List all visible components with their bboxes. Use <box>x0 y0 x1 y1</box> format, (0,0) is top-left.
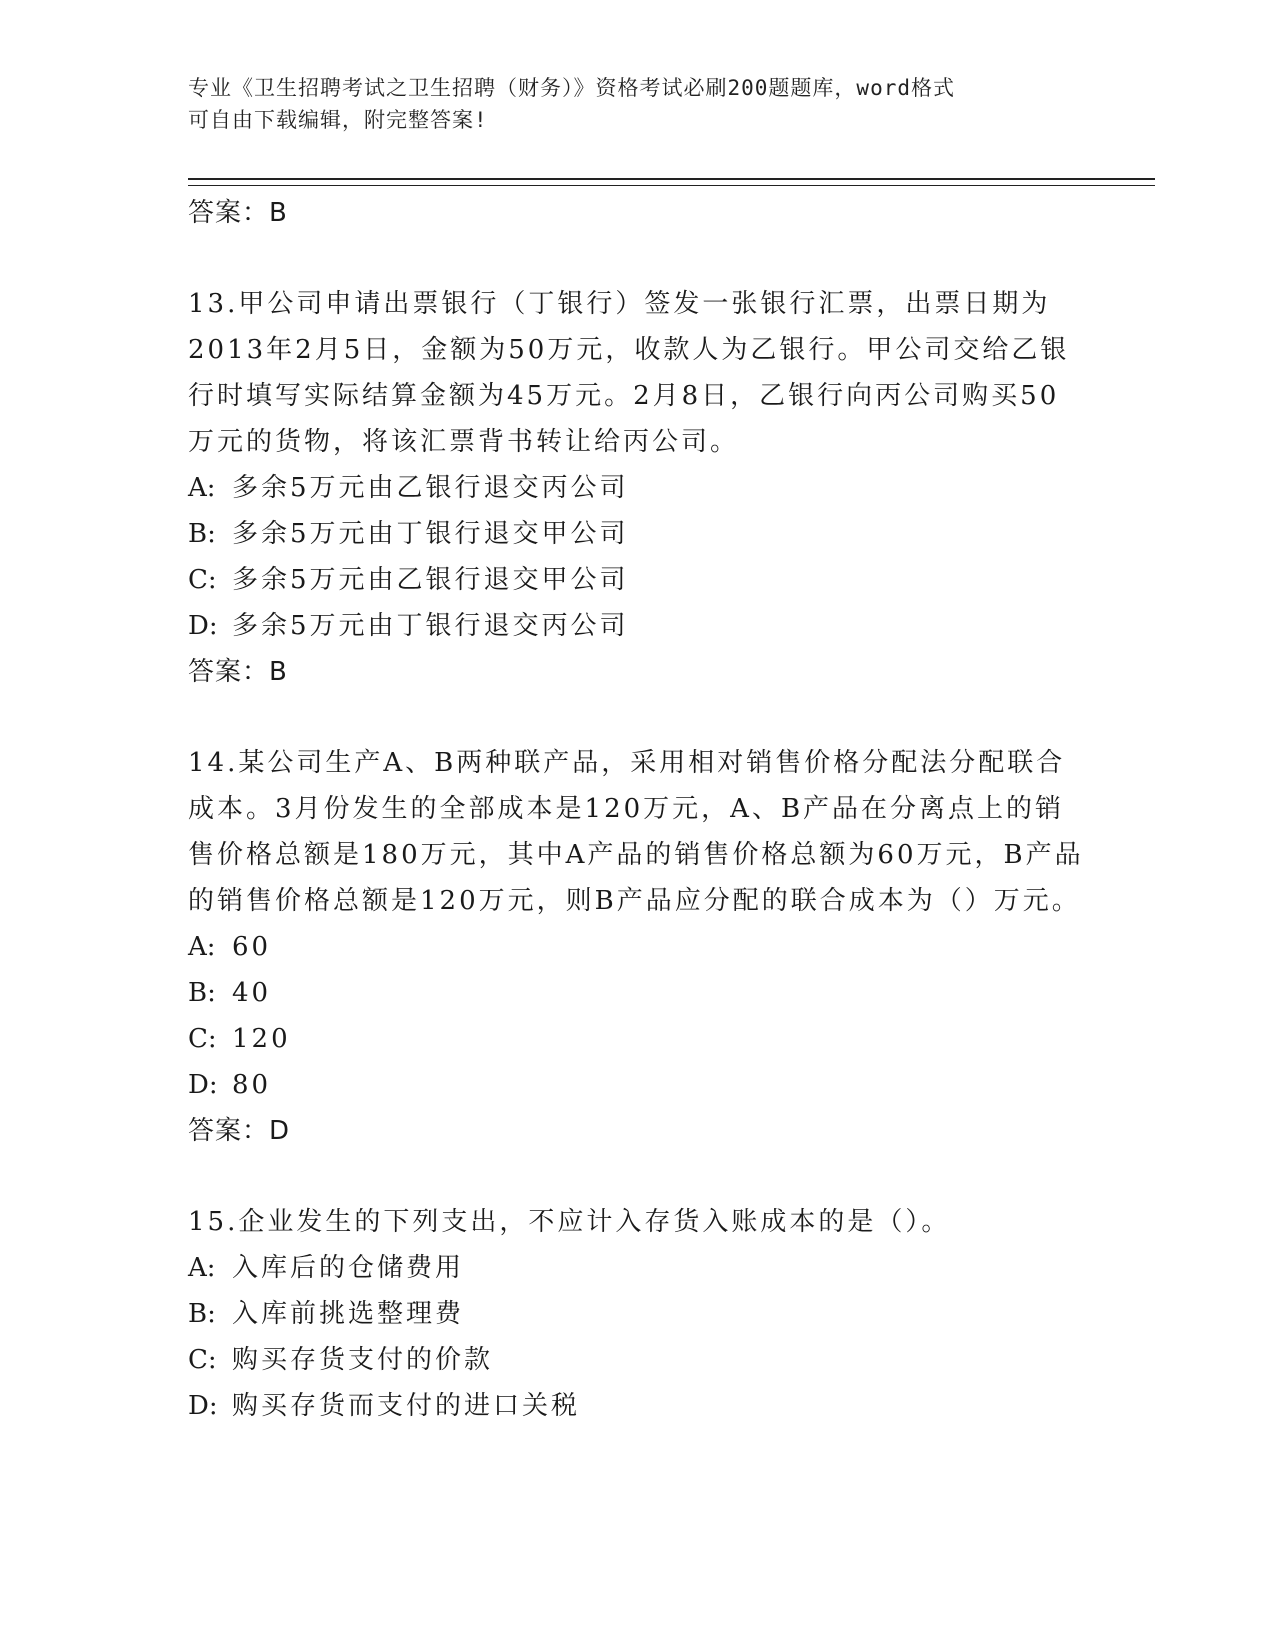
option-key: D: <box>188 611 218 641</box>
previous-answer: 答案：B <box>188 198 288 228</box>
header-line-1: 专业《卫生招聘考试之卫生招聘（财务）》资格考试必刷200题题库，word格式 <box>188 76 955 100</box>
option-b <box>188 511 1088 557</box>
option-b <box>188 970 1088 1016</box>
option-key: C: <box>188 1345 217 1375</box>
question-answer: 答案：B <box>188 657 288 687</box>
option-a <box>188 924 1088 970</box>
option-text: 入库前挑选整理费 <box>232 1299 465 1329</box>
option-text: 多余5万元由乙银行退交甲公司 <box>232 565 629 595</box>
option-text: 多余5万元由丁银行退交丙公司 <box>232 611 629 641</box>
option-text: 购买存货支付的价款 <box>232 1345 494 1375</box>
option-text: 入库后的仓储费用 <box>232 1253 465 1283</box>
option-key: B: <box>188 519 216 549</box>
question-14 <box>188 740 1088 1154</box>
option-c <box>188 1016 1088 1062</box>
option-c <box>188 557 1088 603</box>
option-key: B: <box>188 1299 216 1329</box>
option-key: C: <box>188 1024 217 1054</box>
option-key: D: <box>188 1391 218 1421</box>
question-13 <box>188 281 1088 695</box>
option-key: A: <box>188 932 216 962</box>
question-15 <box>188 1199 1088 1429</box>
header-line-2: 可自由下载编辑，附完整答案! <box>188 108 488 132</box>
header-rule <box>188 178 1155 186</box>
option-text: 40 <box>232 978 272 1008</box>
option-b <box>188 1291 1088 1337</box>
page-header <box>188 72 1068 136</box>
option-text: 多余5万元由丁银行退交甲公司 <box>232 519 629 549</box>
option-key: A: <box>188 473 216 503</box>
option-text: 80 <box>232 1070 272 1100</box>
option-key: A: <box>188 1253 216 1283</box>
page-content <box>188 190 1088 1429</box>
option-a <box>188 1245 1088 1291</box>
option-key: B: <box>188 978 216 1008</box>
option-d <box>188 1062 1088 1108</box>
option-key: C: <box>188 565 217 595</box>
question-stem: 15.企业发生的下列支出，不应计入存货入账成本的是（）。 <box>188 1207 951 1237</box>
option-text: 购买存货而支付的进口关税 <box>232 1391 581 1421</box>
option-c <box>188 1337 1088 1383</box>
option-d <box>188 603 1088 649</box>
option-text: 60 <box>232 932 272 962</box>
question-stem: 13.甲公司申请出票银行（丁银行）签发一张银行汇票，出票日期为2013年2月5日，金额为50万元，收款人为乙银行。甲公司交给乙银行时填写实际结算金额为45万元。2月8日，乙银行向丙公司购买50万元的货物，将该汇票背书转让给丙公司。 <box>188 289 1070 457</box>
option-key: D: <box>188 1070 218 1100</box>
option-a <box>188 465 1088 511</box>
question-answer: 答案：D <box>188 1116 291 1146</box>
option-text: 120 <box>232 1024 291 1054</box>
option-d <box>188 1383 1088 1429</box>
option-text: 多余5万元由乙银行退交丙公司 <box>232 473 629 503</box>
question-stem: 14.某公司生产A、B两种联产品，采用相对销售价格分配法分配联合成本。3月份发生的全部成本是120万元，A、B产品在分离点上的销售价格总额是180万元，其中A产品的销售价格总额为60万元，B产品的销售价格总额是120万元，则B产品应分配的联合成本为（）万元。 <box>188 748 1084 916</box>
